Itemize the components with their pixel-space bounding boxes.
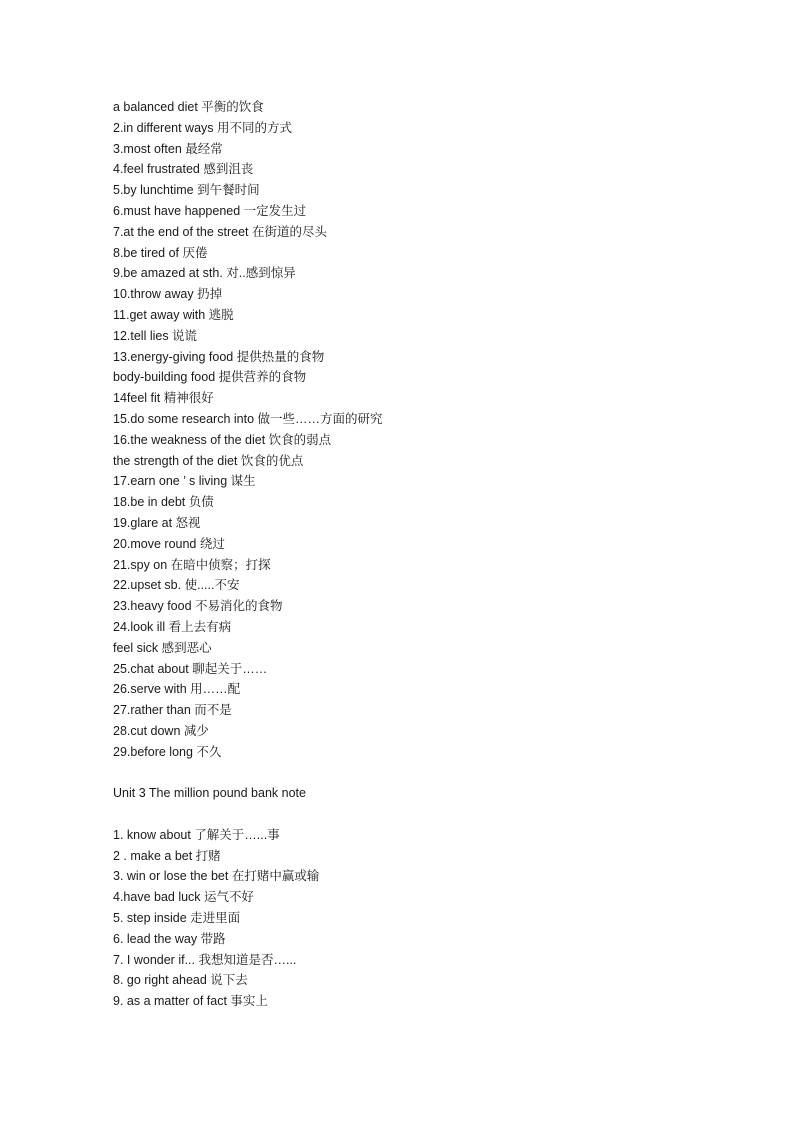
phrase-line: 24.look ill 看上去有病 [113,619,232,634]
phrase-line: 3. win or lose the bet 在打赌中赢或输 [113,869,320,884]
phrase-line: 4.feel frustrated 感到沮丧 [113,162,254,177]
phrase-line: 3.most often 最经常 [113,141,223,156]
phrase-line: 5. step inside 走进里面 [113,911,241,926]
phrase-line: 16.the weakness of the diet 饮食的弱点 [113,432,332,447]
section-gap [113,804,713,825]
phrase-line: 5.by lunchtime 到午餐时间 [113,183,260,198]
phrase-line: 7. I wonder if... 我想知道是否…... [113,952,297,967]
phrase-line: 17.earn one ’ s living 谋生 [113,474,256,489]
phrase-line: 11.get away with 逃脱 [113,307,234,322]
phrase-line: 29.before long 不久 [113,744,222,759]
unit3-phrase-list [113,825,713,1012]
phrase-line: 25.chat about 聊起关于…… [113,661,268,676]
phrase-line: 28.cut down 减少 [113,723,209,738]
phrase-line: 23.heavy food 不易消化的食物 [113,599,283,614]
phrase-line: a balanced diet 平衡的饮食 [113,100,264,114]
phrase-line: 2.in different ways 用不同的方式 [113,120,292,135]
section-gap [113,763,713,784]
phrase-line: 7.at the end of the street 在街道的尽头 [113,224,327,239]
phrase-line: 18.be in debt 负债 [113,495,214,510]
phrase-line: 21.spy on 在暗中侦察；打探 [113,557,271,572]
phrase-line: 9. as a matter of fact 事实上 [113,994,268,1009]
phrase-line: 8. go right ahead 说下去 [113,973,248,988]
phrase-line: 6.must have happened 一定发生过 [113,203,307,218]
phrase-line: 15.do some research into 做一些……方面的研究 [113,411,383,426]
phrase-line: 9.be amazed at sth. 对..感到惊异 [113,266,296,281]
unit3-heading: Unit 3 The million pound bank note [113,786,306,801]
phrase-line: 12.tell lies 说谎 [113,328,198,343]
phrase-line: 1. know about 了解关于…...事 [113,827,280,842]
phrase-line: 26.serve with 用……配 [113,682,241,697]
phrase-line: the strength of the diet 饮食的优点 [113,453,304,468]
phrase-line: 19.glare at 怒视 [113,515,201,530]
unit2-phrase-list [113,97,713,763]
phrase-line: 8.be tired of 厌倦 [113,245,208,260]
phrase-line: 22.upset sb. 使.....不安 [113,578,240,593]
phrase-line: 14feel fit 精神很好 [113,391,214,406]
phrase-line: 10.throw away 扔掉 [113,287,223,302]
phrase-line: body-building food 提供营养的食物 [113,370,307,385]
phrase-line: 13.energy-giving food 提供热量的食物 [113,349,325,364]
document-body [113,97,713,1012]
phrase-line: feel sick 感到恶心 [113,640,212,655]
phrase-line: 27.rather than 而不是 [113,703,232,718]
phrase-line: 20.move round 绕过 [113,536,225,551]
phrase-line: 4.have bad luck 运气不好 [113,890,255,905]
phrase-line: 2 . make a bet 打赌 [113,848,221,863]
phrase-line: 6. lead the way 带路 [113,931,226,946]
